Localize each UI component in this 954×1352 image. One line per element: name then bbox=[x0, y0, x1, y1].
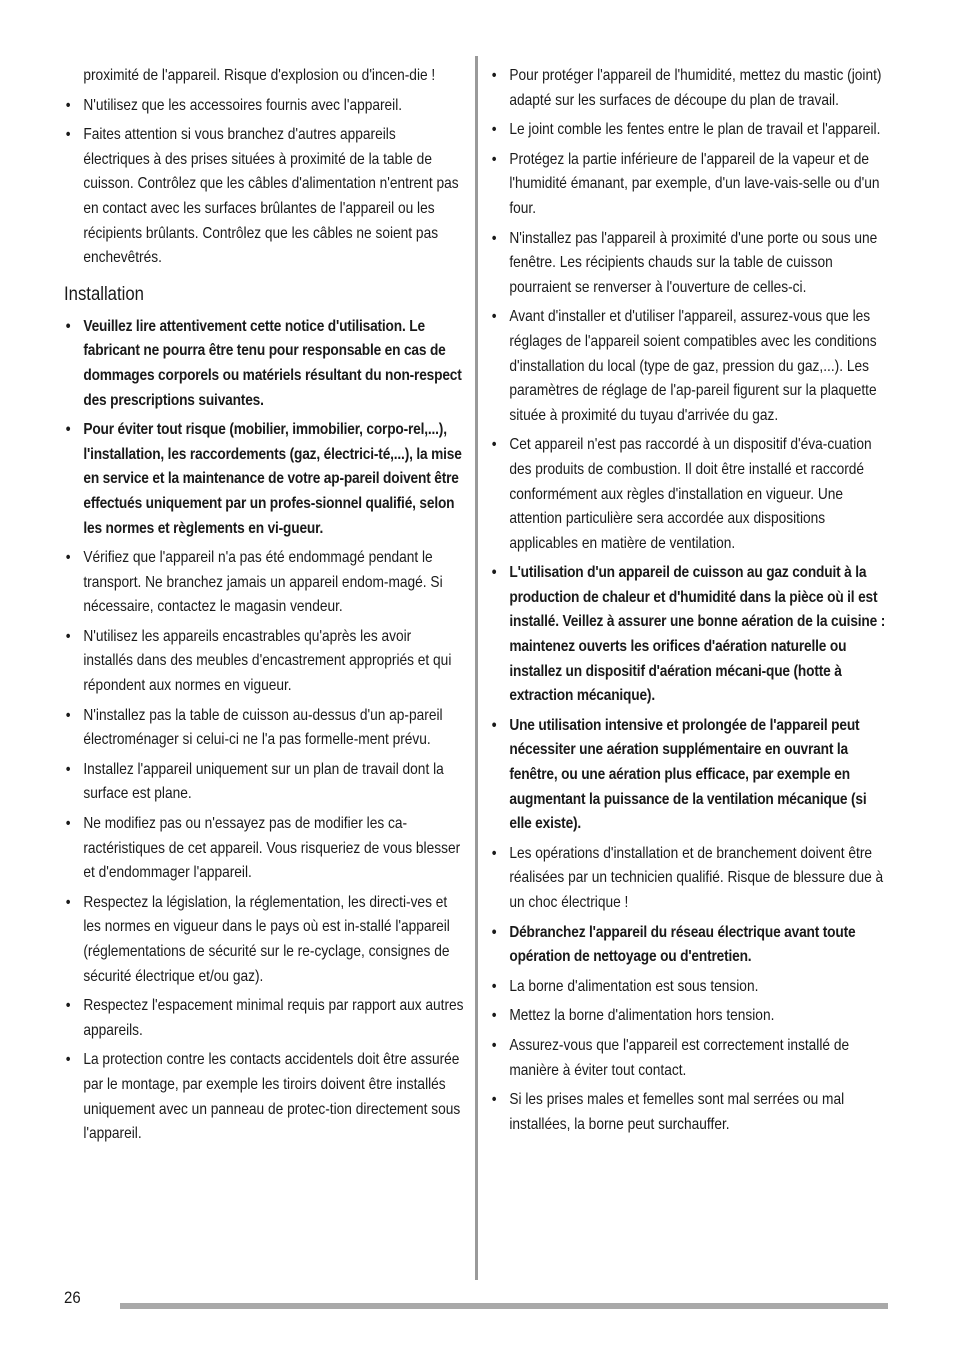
page-number: 26 bbox=[64, 1288, 81, 1307]
continuation-text: proximité de l'appareil. Risque d'explosion ou d'incen-die ! bbox=[83, 67, 436, 84]
list-item: • Vérifiez que l'appareil n'a pas été endommagé pendant le transport. Ne branchez jamais un appareil endom-magé. Si nécessaire, contactez le magasin vendeur. bbox=[64, 546, 464, 620]
list-item: • La protection contre les contacts accidentels doit être assurée par le montage, par exemple les tiroirs doivent être installés uniquement avec un panneau de protec-tion directement sous l'appareil. bbox=[64, 1048, 464, 1146]
list-item: • Assurez-vous que l'appareil est correctement installé de manière à éviter tout contact. bbox=[490, 1034, 890, 1083]
list-item: • Cet appareil n'est pas raccordé à un dispositif d'éva-cuation des produits de combustion. Il doit être installé et raccordé conformément aux règles d'installation en vigueur. Une attention particulière sera accordée aux dispositions applicables en matière de ventilation. bbox=[490, 433, 890, 556]
list-item: • L'utilisation d'un appareil de cuisson au gaz conduit à la production de chaleur et d'humidité dans la pièce où il est installé. Veillez à assurer une bonne aération de la cuisine : maintenez ouverts les orifices d'aération naturelle ou installez un dispositif d'aération mécani-que (hotte à extraction mécanique). bbox=[490, 561, 890, 709]
list-item: • N'utilisez que les accessoires fournis avec l'appareil. bbox=[64, 94, 464, 119]
list-item: • Une utilisation intensive et prolongée de l'appareil peut nécessiter une aération supplémentaire en ouvrant la fenêtre, ou une aération plus efficace, par exemple en augmentant la puissance de la ventilation mécanique (si elle existe). bbox=[490, 714, 890, 837]
list-item: • Veuillez lire attentivement cette notice d'utilisation. Le fabricant ne pourra être tenu pour responsable en cas de dommages corporels ou matériels résultant du non-respect des prescriptions suivantes. bbox=[64, 315, 464, 413]
list-item: • Respectez la législation, la réglementation, les directi-ves et les normes en vigueur dans le pays où est in-stallé l'appareil (réglementations de sécurité sur le re-cyclage, consignes de sécurité électrique et/ou gaz). bbox=[64, 891, 464, 989]
list-item: • Installez l'appareil uniquement sur un plan de travail dont la surface est plane. bbox=[64, 758, 464, 807]
left-column bbox=[64, 64, 464, 1152]
list-item: • Les opérations d'installation et de branchement doivent être réalisées par un technicien qualifié. Risque de blessure due à un choc électrique ! bbox=[490, 842, 890, 916]
list-item: • Pour éviter tout risque (mobilier, immobilier, corpo-rel,...), l'installation, les raccordements (gaz, électrici-té,...), la mise en service et la maintenance de votre ap-pareil doivent être effectués uniquement par un profes-sionnel qualifié, selon les normes et règlements en vi-gueur. bbox=[64, 418, 464, 541]
list-item: • N'utilisez les appareils encastrables qu'après les avoir installés dans des meubles d'encastrement appropriés et qui répondent aux normes en vigueur. bbox=[64, 625, 464, 699]
list-item: • La borne d'alimentation est sous tension. bbox=[490, 975, 890, 1000]
list-item: • Débranchez l'appareil du réseau électrique avant toute opération de nettoyage ou d'entretien. bbox=[490, 921, 890, 970]
bullet-list-installation bbox=[64, 315, 464, 1147]
list-item: • Mettez la borne d'alimentation hors tension. bbox=[490, 1004, 890, 1029]
bullet-list-right bbox=[490, 64, 890, 1137]
bullet-list-top bbox=[64, 94, 464, 271]
list-item: • Ne modifiez pas ou n'essayez pas de modifier les ca-ractéristiques de cet appareil. Vous risqueriez de vous blesser et d'endommager l'appareil. bbox=[64, 812, 464, 886]
list-item: • Le joint comble les fentes entre le plan de travail et l'appareil. bbox=[490, 118, 890, 143]
footer-rule bbox=[120, 1303, 888, 1309]
list-item: • Faites attention si vous branchez d'autres appareils électriques à des prises situées à proximité de la table de cuisson. Contrôlez que les câbles d'alimentation n'entrent pas en contact avec les surfaces brûlantes de l'appareil ou les récipients brûlants. Contrôlez que les câbles ne soient pas enchevêtrés. bbox=[64, 123, 464, 271]
column-divider bbox=[475, 56, 478, 1280]
list-item: • N'installez pas l'appareil à proximité d'une porte ou sous une fenêtre. Les récipients chauds sur la table de cuisson pourraient se renverser à l'ouverture de celles-ci. bbox=[490, 227, 890, 301]
list-item: • Protégez la partie inférieure de l'appareil de la vapeur et de l'humidité émanant, par exemple, d'un lave-vais-selle ou d'un four. bbox=[490, 148, 890, 222]
section-title-installation: Installation bbox=[64, 283, 144, 305]
list-item: • Avant d'installer et d'utiliser l'appareil, assurez-vous que les réglages de l'appareil soient compatibles avec les conditions d'installation du local (type de gaz, pression du gaz,...). Les paramètres de réglage de l'ap-pareil figurent sur la plaquette située à proximité du tuyau d'arrivée du gaz. bbox=[490, 305, 890, 428]
list-item: • Respectez l'espacement minimal requis par rapport aux autres appareils. bbox=[64, 994, 464, 1043]
list-item: • Pour protéger l'appareil de l'humidité, mettez du mastic (joint) adapté sur les surfaces de découpe du plan de travail. bbox=[490, 64, 890, 113]
list-item: • N'installez pas la table de cuisson au-dessus d'un ap-pareil électroménager si celui-ci ne l'a pas formelle-ment prévu. bbox=[64, 704, 464, 753]
right-column bbox=[490, 64, 890, 1142]
list-item: • Si les prises males et femelles sont mal serrées ou mal installées, la borne peut surchauffer. bbox=[490, 1088, 890, 1137]
